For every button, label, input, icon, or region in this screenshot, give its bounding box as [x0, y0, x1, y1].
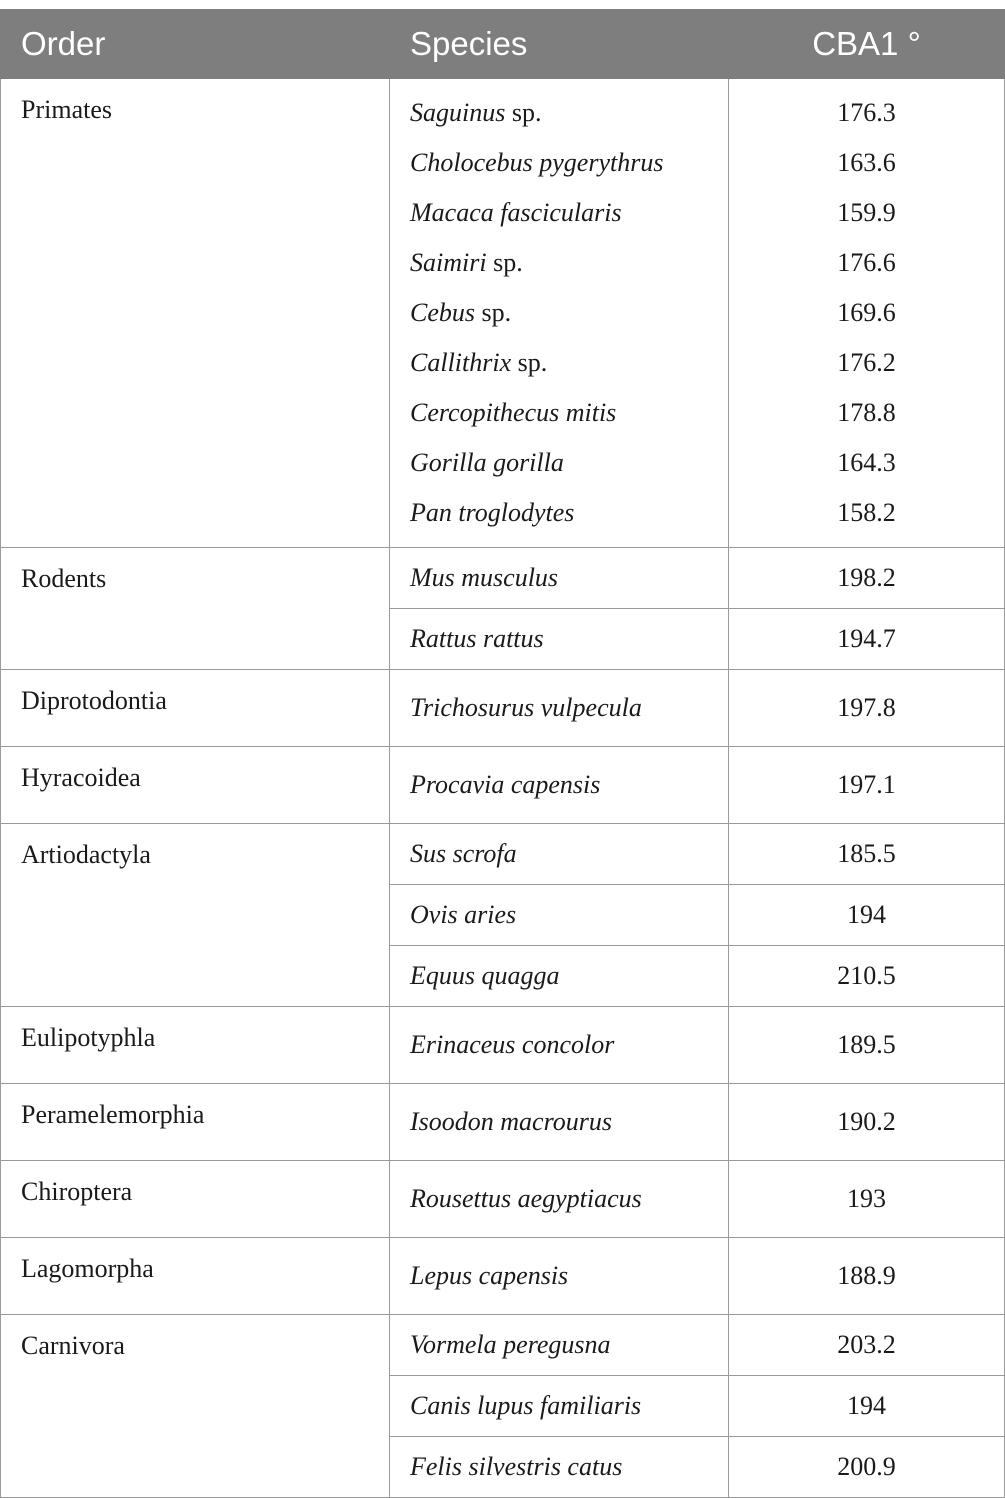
species-binomial: Callithrix: [410, 348, 512, 377]
species-name: [410, 88, 708, 138]
table-row: [1, 670, 1005, 747]
header-order: Order: [1, 10, 390, 79]
species-cell: Ovis aries: [390, 885, 729, 946]
species-cell: Lepus capensis: [390, 1238, 729, 1315]
species-binomial: Macaca fascicularis: [410, 198, 622, 227]
species-cell: Mus musculus: [390, 548, 729, 609]
value-cell: 185.5: [729, 824, 1005, 885]
order-cell: Lagomorpha: [1, 1238, 390, 1315]
cba1-value: 164.3: [837, 448, 896, 477]
species-name: [410, 138, 708, 188]
species-angle-table: [0, 9, 1005, 1498]
header-row: [1, 10, 1005, 79]
species-binomial: Pan troglodytes: [410, 498, 575, 527]
value-cell: 194.7: [729, 609, 1005, 670]
species-suffix: sp.: [475, 298, 512, 327]
order-cell: Artiodactyla: [1, 824, 390, 1007]
species-name: [410, 188, 708, 238]
value-cell: 197.1: [729, 747, 1005, 824]
value-cell: 189.5: [729, 1007, 1005, 1084]
value-cell: 194: [729, 885, 1005, 946]
species-cell: Procavia capensis: [390, 747, 729, 824]
cba1-value: 176.3: [837, 98, 896, 127]
species-cell: [390, 79, 729, 548]
value-cell: 194: [729, 1376, 1005, 1437]
species-cell: Vormela peregusna: [390, 1315, 729, 1376]
species-cell: Rattus rattus: [390, 609, 729, 670]
order-cell: Peramelemorphia: [1, 1084, 390, 1161]
cba1-value: 169.6: [837, 298, 896, 327]
table-row: [1, 747, 1005, 824]
table-row: [1, 824, 1005, 885]
cba1-value: 159.9: [837, 198, 896, 227]
species-suffix: sp.: [511, 348, 548, 377]
order-cell: Carnivora: [1, 1315, 390, 1498]
header-cba1: CBA1 °: [729, 10, 1005, 79]
table-row-primates: [1, 79, 1005, 548]
species-binomial: Cebus: [410, 298, 475, 327]
order-cell: Eulipotyphla: [1, 1007, 390, 1084]
value-cell: 203.2: [729, 1315, 1005, 1376]
species-binomial: Saimiri: [410, 248, 487, 277]
order-cell: Primates: [1, 79, 390, 548]
species-binomial: Gorilla gorilla: [410, 448, 564, 477]
species-name: [410, 238, 708, 288]
value-cell: [729, 79, 1005, 548]
species-name: [410, 288, 708, 338]
species-cell: Felis silvestris catus: [390, 1437, 729, 1498]
table-row: [1, 1238, 1005, 1315]
cba1-value: 178.8: [837, 398, 896, 427]
cba1-value: 176.6: [837, 248, 896, 277]
order-cell: Rodents: [1, 548, 390, 670]
cba1-value: 176.2: [837, 348, 896, 377]
cba1-value: 158.2: [837, 498, 896, 527]
table-body: [1, 79, 1005, 1498]
species-cell: Rousettus aegyptiacus: [390, 1161, 729, 1238]
species-cell: Trichosurus vulpecula: [390, 670, 729, 747]
species-cell: Sus scrofa: [390, 824, 729, 885]
value-cell: 188.9: [729, 1238, 1005, 1315]
species-cell: Equus quagga: [390, 946, 729, 1007]
table-row: [1, 1007, 1005, 1084]
value-cell: 190.2: [729, 1084, 1005, 1161]
order-cell: Chiroptera: [1, 1161, 390, 1238]
value-cell: 193: [729, 1161, 1005, 1238]
table-row: [1, 548, 1005, 609]
species-name: [410, 488, 708, 538]
species-suffix: sp.: [505, 98, 542, 127]
order-cell: Hyracoidea: [1, 747, 390, 824]
table-row: [1, 1084, 1005, 1161]
table-row: [1, 1315, 1005, 1376]
species-suffix: sp.: [486, 248, 523, 277]
value-cell: 197.8: [729, 670, 1005, 747]
value-cell: 210.5: [729, 946, 1005, 1007]
species-cell: Erinaceus concolor: [390, 1007, 729, 1084]
table-row: [1, 1161, 1005, 1238]
order-cell: Diprotodontia: [1, 670, 390, 747]
cba1-value: 163.6: [837, 148, 896, 177]
species-name: [410, 338, 708, 388]
species-binomial: Cercopithecus mitis: [410, 398, 617, 427]
species-binomial: Cholocebus pygerythrus: [410, 148, 664, 177]
species-cell: Isoodon macrourus: [390, 1084, 729, 1161]
value-cell: 198.2: [729, 548, 1005, 609]
value-cell: 200.9: [729, 1437, 1005, 1498]
species-name: [410, 388, 708, 438]
species-cell: Canis lupus familiaris: [390, 1376, 729, 1437]
species-binomial: Saguinus: [410, 98, 506, 127]
header-species: Species: [390, 10, 729, 79]
species-name: [410, 438, 708, 488]
